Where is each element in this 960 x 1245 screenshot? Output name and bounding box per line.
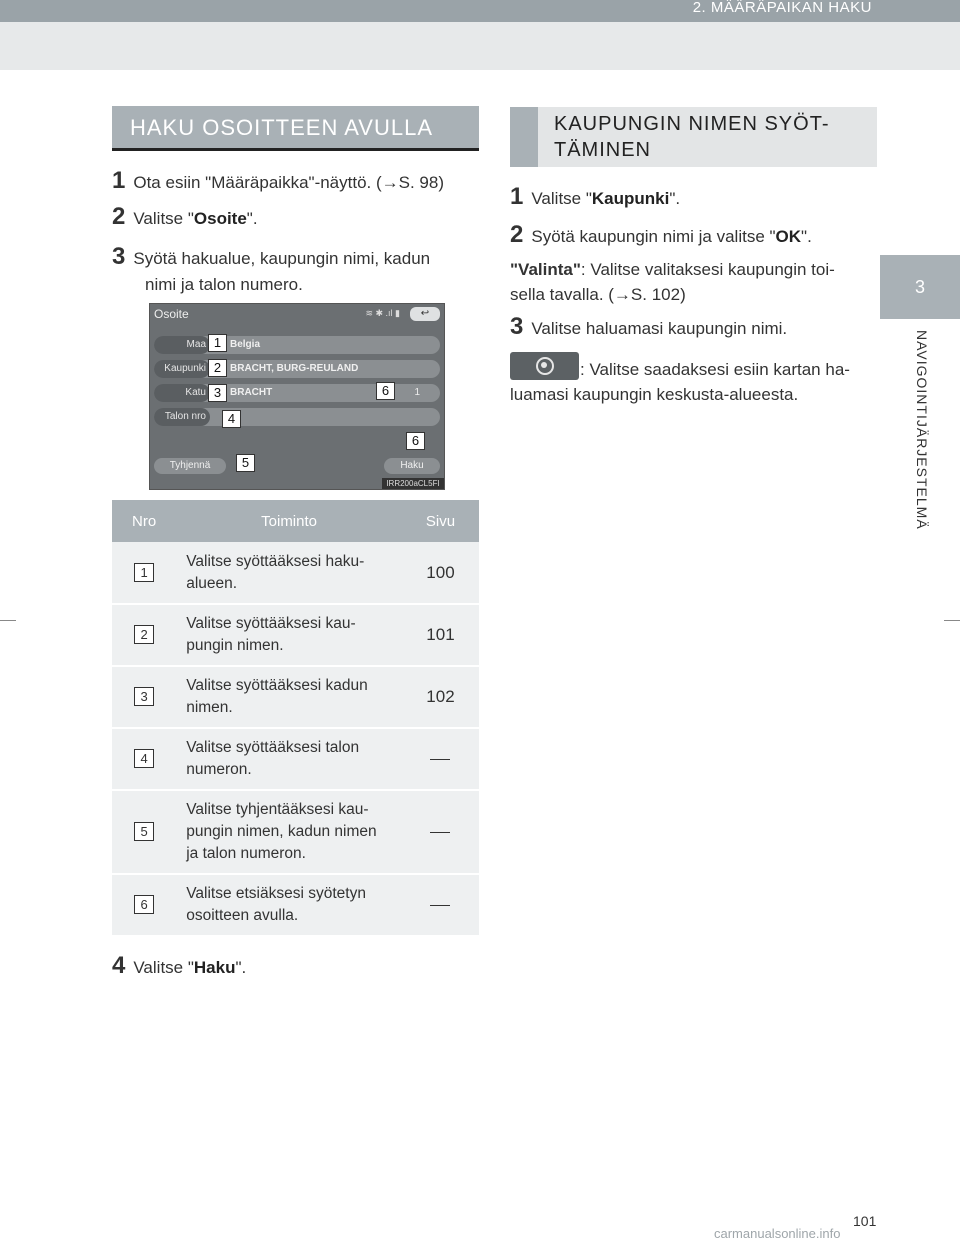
- address-screen-illustration: [149, 303, 445, 490]
- heading-line: TÄMINEN: [554, 139, 651, 161]
- crop-mark-right: [944, 620, 960, 621]
- row-number: 4: [134, 749, 154, 768]
- row-text: alueen.: [186, 574, 238, 592]
- row-text: ja talon numeron.: [186, 845, 306, 862]
- step-text: Valitse ": [133, 209, 194, 228]
- screen-row-street: [154, 384, 440, 402]
- note-text: sella tavalla. (→S. 102): [510, 285, 686, 304]
- step-bold: Haku: [193, 958, 236, 977]
- function-table: [112, 500, 479, 937]
- row-text: pungin nimen.: [186, 637, 284, 654]
- row-text: Valitse syöttääksesi kau-: [186, 615, 356, 632]
- step-text: ".: [246, 209, 258, 228]
- no-page-dash: [430, 832, 450, 833]
- row-page: 101: [402, 604, 479, 666]
- row-text: Valitse syöttääksesi kadun: [186, 677, 368, 694]
- note-text: luamasi kaupungin keskusta-alueesta.: [510, 385, 799, 404]
- row-value: BRACHT: [230, 387, 273, 398]
- row-number: 3: [134, 687, 154, 706]
- row-label: Katu: [154, 384, 210, 402]
- table-row: [112, 728, 479, 790]
- map-note: [510, 357, 850, 407]
- section-heading-city: [510, 107, 877, 167]
- heading-bar: [510, 107, 538, 167]
- no-page-dash: [430, 905, 450, 906]
- row-text: pungin nimen, kadun nimen: [186, 823, 377, 840]
- row-text: Valitse tyhjentääksesi kau-: [186, 801, 369, 818]
- step-text: Valitse ": [531, 189, 592, 208]
- row-page: 100: [402, 542, 479, 604]
- row-text: nimen.: [186, 699, 233, 716]
- col-header-sivu: Sivu: [402, 500, 479, 542]
- step-text: ".: [235, 958, 247, 977]
- step-bold: Kaupunki: [591, 189, 670, 208]
- step-text: Valitse haluamasi kaupungin nimi.: [531, 319, 788, 338]
- watermark: carmanualsonline.info: [714, 1226, 841, 1241]
- row-number: 2: [134, 625, 154, 644]
- row-text: osoitteen avulla.: [186, 907, 299, 924]
- section-heading-address: HAKU OSOITTEEN AVULLA: [112, 106, 479, 151]
- image-code: IRR200aCL5FI: [382, 478, 444, 489]
- row-text: Valitse syöttääksesi haku-: [186, 552, 365, 570]
- screen-row-house-number: [154, 408, 440, 426]
- callout-1: 1: [208, 334, 227, 352]
- heading-line: KAUPUNGIN NIMEN SYÖT-: [554, 113, 830, 135]
- status-icons: ≋ ✱ .ıl ▮: [365, 308, 400, 318]
- callout-2: 2: [208, 359, 227, 377]
- valinta-note: [510, 257, 835, 307]
- step-text: nimi ja talon numero.: [145, 275, 303, 294]
- row-text: numeron.: [186, 761, 252, 778]
- step-number: 1: [112, 167, 126, 194]
- screen-row-city: [154, 360, 440, 378]
- table-row: [112, 790, 479, 874]
- no-page-dash: [430, 759, 450, 760]
- step-number: 4: [112, 952, 126, 979]
- step-text: Ota esiin "Määräpaikka"-näyttö. (→S. 98): [133, 173, 444, 192]
- row-value: BRACHT, BURG-REULAND: [230, 363, 359, 374]
- left-step-2: [112, 204, 258, 232]
- chapter-number-tab: 3: [880, 255, 960, 319]
- col-header-toiminto: Toiminto: [176, 500, 402, 542]
- row-label: Kaupunki: [154, 360, 210, 378]
- table-row: [112, 874, 479, 936]
- step-text: Syötä hakualue, kaupungin nimi, kadun: [133, 249, 431, 268]
- row-label: Talon nro: [154, 408, 210, 426]
- crop-mark-left: [0, 620, 16, 621]
- row-number: 6: [134, 895, 154, 914]
- right-step-1: [510, 184, 680, 212]
- table-header-row: [112, 500, 479, 542]
- table-row: [112, 604, 479, 666]
- step-text: ".: [801, 227, 812, 246]
- step-number: 3: [510, 313, 524, 340]
- step-bold: OK: [775, 227, 802, 246]
- row-extra: 1: [414, 387, 420, 398]
- step-text: Valitse ": [133, 958, 194, 977]
- row-label: Maa: [154, 336, 210, 354]
- left-step-4: [112, 953, 246, 981]
- row-number: 5: [134, 822, 154, 841]
- chapter-side-label: NAVIGOINTIJÄRJESTELMÄ: [914, 330, 930, 530]
- step-bold: Osoite: [193, 209, 247, 228]
- step-number: 2: [112, 203, 126, 230]
- step-number: 2: [510, 221, 524, 248]
- note-text: : Valitse valitaksesi kaupungin toi-: [580, 260, 835, 279]
- step-number: 1: [510, 183, 524, 210]
- left-step-3: [112, 244, 430, 298]
- callout-3: 3: [208, 384, 227, 402]
- row-page: 102: [402, 666, 479, 728]
- page-number: 101: [853, 1213, 877, 1229]
- chapter-title: 2. MÄÄRÄPAIKAN HAKU: [692, 0, 872, 16]
- screen-title: Osoite: [154, 307, 189, 321]
- col-header-nro: Nro: [112, 500, 176, 542]
- right-step-2: [510, 222, 812, 250]
- screen-row-country: [154, 336, 440, 354]
- back-icon: ↩: [410, 307, 440, 321]
- row-number: 1: [134, 563, 154, 582]
- callout-6a: 6: [376, 382, 395, 400]
- note-text: : Valitse saadaksesi esiin kartan ha-: [580, 360, 850, 379]
- note-bold: "Valinta": [510, 260, 581, 279]
- top-strip: [0, 22, 960, 70]
- left-step-1: [112, 168, 444, 196]
- clear-button: Tyhjennä: [154, 458, 226, 474]
- callout-4: 4: [222, 410, 241, 428]
- row-text: Valitse syöttääksesi talon: [186, 739, 360, 756]
- callout-6b: 6: [406, 432, 425, 450]
- search-button: Haku: [384, 458, 440, 474]
- step-number: 3: [112, 243, 126, 270]
- step-text: Syötä kaupungin nimi ja valitse ": [531, 227, 776, 246]
- step-text: ".: [669, 189, 681, 208]
- row-text: Valitse etsiäksesi syötetyn: [186, 885, 366, 902]
- row-value: Belgia: [230, 339, 261, 350]
- callout-5: 5: [236, 454, 255, 472]
- right-step-3: [510, 314, 787, 342]
- top-bar: [0, 0, 960, 22]
- table-row: [112, 542, 479, 604]
- table-row: [112, 666, 479, 728]
